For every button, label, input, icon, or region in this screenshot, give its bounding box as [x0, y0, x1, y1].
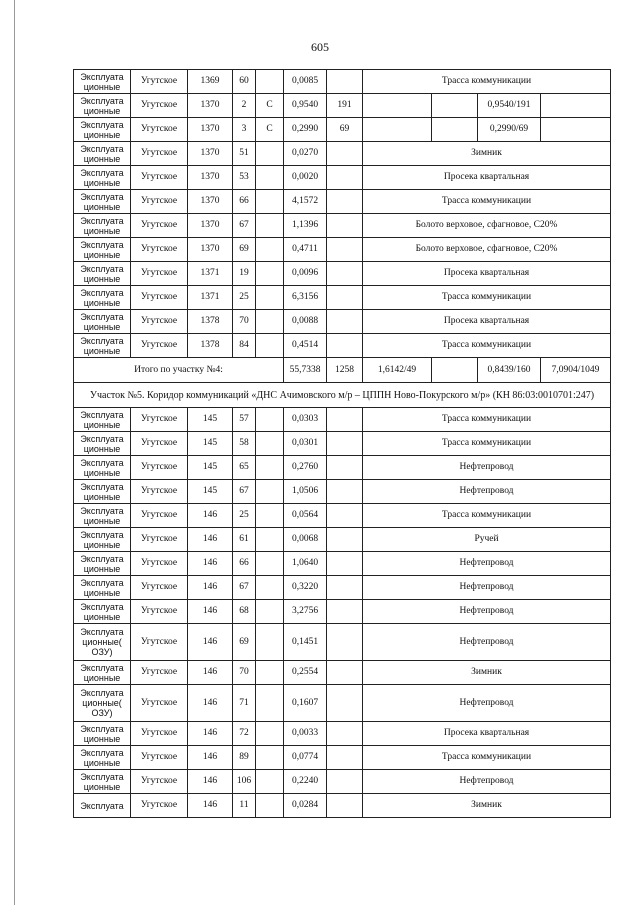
usage-type-cell: Эксплуата ционные	[74, 142, 131, 166]
section-cell: 3	[233, 118, 256, 142]
usage-type-cell: Эксплуата ционные	[74, 722, 131, 746]
description-cell: Зимник	[363, 142, 611, 166]
area-cell: 0,0088	[284, 310, 327, 334]
split-cell	[541, 118, 611, 142]
forestry-cell: Угутское	[131, 600, 188, 624]
section-cell: 51	[233, 142, 256, 166]
section-cell: 70	[233, 661, 256, 685]
area-cell: 0,2760	[284, 456, 327, 480]
category-cell	[256, 334, 284, 358]
category-cell	[256, 528, 284, 552]
usage-type-cell: Эксплуата ционные	[74, 552, 131, 576]
forestry-cell: Угутское	[131, 794, 188, 818]
area-cell: 0,3220	[284, 576, 327, 600]
split-cell	[432, 94, 478, 118]
quarter-cell: 146	[188, 770, 233, 794]
category-cell	[256, 661, 284, 685]
category-cell	[256, 480, 284, 504]
table-row	[74, 456, 611, 480]
table-row	[74, 504, 611, 528]
usage-type-cell: Эксплуата ционные	[74, 286, 131, 310]
area-cell: 0,0096	[284, 262, 327, 286]
page-number: 605	[311, 40, 329, 54]
count-cell	[327, 456, 363, 480]
quarter-cell: 146	[188, 552, 233, 576]
description-cell: Просека квартальная	[363, 310, 611, 334]
area-cell: 0,9540	[284, 94, 327, 118]
total-label: Итого по участку №4:	[74, 358, 284, 383]
category-cell	[256, 262, 284, 286]
section-cell: 61	[233, 528, 256, 552]
table-row	[74, 661, 611, 685]
area-cell: 0,0303	[284, 408, 327, 432]
count-cell	[327, 746, 363, 770]
table-row	[74, 310, 611, 334]
total-split-cell	[432, 358, 478, 383]
total-count: 1258	[327, 358, 363, 383]
usage-type-cell: Эксплуата ционные	[74, 214, 131, 238]
quarter-cell: 146	[188, 600, 233, 624]
forestry-cell: Угутское	[131, 310, 188, 334]
description-cell: Ручей	[363, 528, 611, 552]
table-row	[74, 118, 611, 142]
count-cell	[327, 722, 363, 746]
description-cell: Нефтепровод	[363, 552, 611, 576]
count-cell	[327, 685, 363, 722]
table-row	[74, 238, 611, 262]
total-split-cell: 0,8439/160	[478, 358, 541, 383]
section-cell: 67	[233, 576, 256, 600]
count-cell	[327, 661, 363, 685]
usage-type-cell: Эксплуата ционные	[74, 310, 131, 334]
section-cell: 65	[233, 456, 256, 480]
usage-type-cell: Эксплуата ционные	[74, 480, 131, 504]
usage-type-cell: Эксплуата ционные( ОЗУ)	[74, 685, 131, 722]
table-row	[74, 166, 611, 190]
category-cell	[256, 310, 284, 334]
count-cell	[327, 600, 363, 624]
category-cell	[256, 770, 284, 794]
category-cell	[256, 794, 284, 818]
section-cell: 25	[233, 286, 256, 310]
count-cell	[327, 576, 363, 600]
forestry-cell: Угутское	[131, 661, 188, 685]
table-row	[74, 480, 611, 504]
forestry-cell: Угутское	[131, 238, 188, 262]
table-row	[74, 432, 611, 456]
count-cell	[327, 166, 363, 190]
count-cell	[327, 528, 363, 552]
section-cell: 71	[233, 685, 256, 722]
area-cell: 0,0020	[284, 166, 327, 190]
description-cell: Трасса коммуникации	[363, 504, 611, 528]
section-cell: 72	[233, 722, 256, 746]
section-cell: 11	[233, 794, 256, 818]
area-cell: 0,0284	[284, 794, 327, 818]
count-cell	[327, 552, 363, 576]
section-cell: 60	[233, 70, 256, 94]
section-cell: 89	[233, 746, 256, 770]
category-cell	[256, 600, 284, 624]
description-cell: Нефтепровод	[363, 624, 611, 661]
category-cell	[256, 408, 284, 432]
forestry-cell: Угутское	[131, 214, 188, 238]
quarter-cell: 1378	[188, 310, 233, 334]
table-row	[74, 794, 611, 818]
usage-type-cell: Эксплуата ционные	[74, 528, 131, 552]
quarter-cell: 146	[188, 685, 233, 722]
quarter-cell: 1378	[188, 334, 233, 358]
usage-type-cell: Эксплуата ционные	[74, 504, 131, 528]
quarter-cell: 1371	[188, 286, 233, 310]
table-row	[74, 746, 611, 770]
total-area: 55,7338	[284, 358, 327, 383]
quarter-cell: 1369	[188, 70, 233, 94]
usage-type-cell: Эксплуата ционные	[74, 432, 131, 456]
total-split-cell: 7,0904/1049	[541, 358, 611, 383]
forestry-cell: Угутское	[131, 770, 188, 794]
area-cell: 0,2990	[284, 118, 327, 142]
table-row	[74, 190, 611, 214]
usage-type-cell: Эксплуата ционные	[74, 262, 131, 286]
description-cell: Просека квартальная	[363, 722, 611, 746]
count-cell	[327, 70, 363, 94]
section-cell: 69	[233, 624, 256, 661]
category-cell	[256, 685, 284, 722]
forestry-cell: Угутское	[131, 190, 188, 214]
usage-type-cell: Эксплуата ционные	[74, 94, 131, 118]
split-cell	[363, 118, 432, 142]
forestry-cell: Угутское	[131, 70, 188, 94]
area-cell: 0,1451	[284, 624, 327, 661]
description-cell: Нефтепровод	[363, 576, 611, 600]
split-cell: 0,9540/191	[478, 94, 541, 118]
count-cell	[327, 286, 363, 310]
quarter-cell: 145	[188, 456, 233, 480]
section-header: Участок №5. Коридор коммуникаций «ДНС Ачимовского м/р – ЦППН Ново-Покурского м/р» (КН 86:03:0010701:247)	[74, 383, 611, 408]
area-cell: 0,0301	[284, 432, 327, 456]
category-cell	[256, 142, 284, 166]
count-cell: 191	[327, 94, 363, 118]
usage-type-cell: Эксплуата ционные	[74, 746, 131, 770]
section-cell: 58	[233, 432, 256, 456]
section-cell: 69	[233, 238, 256, 262]
quarter-cell: 1371	[188, 262, 233, 286]
usage-type-cell: Эксплуата ционные	[74, 408, 131, 432]
quarter-cell: 146	[188, 576, 233, 600]
area-cell: 1,0640	[284, 552, 327, 576]
count-cell	[327, 262, 363, 286]
description-cell: Трасса коммуникации	[363, 334, 611, 358]
quarter-cell: 146	[188, 624, 233, 661]
table-row	[74, 70, 611, 94]
count-cell	[327, 190, 363, 214]
description-cell: Трасса коммуникации	[363, 432, 611, 456]
section-cell: 25	[233, 504, 256, 528]
total-split-cell: 1,6142/49	[363, 358, 432, 383]
usage-type-cell: Эксплуата ционные	[74, 166, 131, 190]
count-cell	[327, 214, 363, 238]
area-cell: 0,0068	[284, 528, 327, 552]
scan-edge	[14, 0, 15, 905]
count-cell	[327, 624, 363, 661]
area-cell: 1,0506	[284, 480, 327, 504]
section-header-row	[74, 383, 611, 408]
description-cell: Трасса коммуникации	[363, 746, 611, 770]
section-cell: 84	[233, 334, 256, 358]
description-cell: Нефтепровод	[363, 770, 611, 794]
description-cell: Зимник	[363, 794, 611, 818]
section-cell: 67	[233, 214, 256, 238]
area-cell: 0,1607	[284, 685, 327, 722]
total-row	[74, 358, 611, 383]
forestry-cell: Угутское	[131, 94, 188, 118]
count-cell	[327, 770, 363, 794]
forestry-cell: Угутское	[131, 722, 188, 746]
usage-type-cell: Эксплуата ционные	[74, 600, 131, 624]
description-cell: Трасса коммуникации	[363, 286, 611, 310]
category-cell: С	[256, 118, 284, 142]
category-cell	[256, 576, 284, 600]
quarter-cell: 1370	[188, 214, 233, 238]
section-cell: 66	[233, 190, 256, 214]
split-cell: 0,2990/69	[478, 118, 541, 142]
section-cell: 19	[233, 262, 256, 286]
table-row	[74, 722, 611, 746]
quarter-cell: 1370	[188, 166, 233, 190]
category-cell	[256, 432, 284, 456]
category-cell: С	[256, 94, 284, 118]
usage-type-cell: Эксплуата	[74, 794, 131, 818]
section-cell: 67	[233, 480, 256, 504]
forestry-cell: Угутское	[131, 746, 188, 770]
table-row	[74, 552, 611, 576]
count-cell	[327, 432, 363, 456]
usage-type-cell: Эксплуата ционные	[74, 770, 131, 794]
description-cell: Нефтепровод	[363, 600, 611, 624]
area-cell: 1,1396	[284, 214, 327, 238]
area-cell: 0,2240	[284, 770, 327, 794]
count-cell	[327, 238, 363, 262]
forestry-cell: Угутское	[131, 432, 188, 456]
quarter-cell: 1370	[188, 190, 233, 214]
table-row	[74, 408, 611, 432]
split-cell	[541, 94, 611, 118]
usage-type-cell: Эксплуата ционные	[74, 238, 131, 262]
count-cell	[327, 310, 363, 334]
description-cell: Трасса коммуникации	[363, 408, 611, 432]
area-cell: 6,3156	[284, 286, 327, 310]
forestry-cell: Угутское	[131, 576, 188, 600]
quarter-cell: 145	[188, 408, 233, 432]
quarter-cell: 146	[188, 528, 233, 552]
quarter-cell: 146	[188, 746, 233, 770]
forestry-cell: Угутское	[131, 408, 188, 432]
category-cell	[256, 552, 284, 576]
forestry-cell: Угутское	[131, 456, 188, 480]
category-cell	[256, 238, 284, 262]
area-cell: 3,2756	[284, 600, 327, 624]
forestry-cell: Угутское	[131, 166, 188, 190]
table-row	[74, 624, 611, 661]
section-cell: 2	[233, 94, 256, 118]
count-cell	[327, 794, 363, 818]
usage-type-cell: Эксплуата ционные	[74, 576, 131, 600]
quarter-cell: 1370	[188, 94, 233, 118]
forestry-cell: Угутское	[131, 286, 188, 310]
category-cell	[256, 70, 284, 94]
area-cell: 0,4514	[284, 334, 327, 358]
table-row	[74, 262, 611, 286]
description-cell: Трасса коммуникации	[363, 190, 611, 214]
table-row	[74, 142, 611, 166]
forestry-cell: Угутское	[131, 142, 188, 166]
description-cell: Просека квартальная	[363, 262, 611, 286]
quarter-cell: 146	[188, 722, 233, 746]
section-cell: 106	[233, 770, 256, 794]
table-row	[74, 528, 611, 552]
area-cell: 0,2554	[284, 661, 327, 685]
count-cell	[327, 480, 363, 504]
usage-type-cell: Эксплуата ционные	[74, 70, 131, 94]
category-cell	[256, 166, 284, 190]
usage-type-cell: Эксплуата ционные	[74, 190, 131, 214]
description-cell: Болото верховое, сфагновое, С20%	[363, 238, 611, 262]
section-cell: 70	[233, 310, 256, 334]
category-cell	[256, 190, 284, 214]
usage-type-cell: Эксплуата ционные	[74, 456, 131, 480]
usage-type-cell: Эксплуата ционные	[74, 118, 131, 142]
quarter-cell: 1370	[188, 118, 233, 142]
section-cell: 57	[233, 408, 256, 432]
table-row	[74, 94, 611, 118]
area-cell: 0,0270	[284, 142, 327, 166]
description-cell: Болото верховое, сфагновое, С20%	[363, 214, 611, 238]
forestry-cell: Угутское	[131, 480, 188, 504]
description-cell: Просека квартальная	[363, 166, 611, 190]
area-cell: 0,0774	[284, 746, 327, 770]
forestry-cell: Угутское	[131, 685, 188, 722]
quarter-cell: 146	[188, 794, 233, 818]
description-cell: Нефтепровод	[363, 480, 611, 504]
area-cell: 0,0085	[284, 70, 327, 94]
quarter-cell: 146	[188, 661, 233, 685]
count-cell	[327, 142, 363, 166]
section-cell: 68	[233, 600, 256, 624]
forestry-cell: Угутское	[131, 528, 188, 552]
forestry-cell: Угутское	[131, 504, 188, 528]
section-cell: 66	[233, 552, 256, 576]
quarter-cell: 146	[188, 504, 233, 528]
table-row	[74, 685, 611, 722]
table-row	[74, 600, 611, 624]
category-cell	[256, 504, 284, 528]
table-row	[74, 334, 611, 358]
table-row	[74, 214, 611, 238]
forestry-cell: Угутское	[131, 334, 188, 358]
table-row	[74, 286, 611, 310]
category-cell	[256, 214, 284, 238]
usage-type-cell: Эксплуата ционные( ОЗУ)	[74, 624, 131, 661]
quarter-cell: 1370	[188, 142, 233, 166]
description-cell: Зимник	[363, 661, 611, 685]
usage-type-cell: Эксплуата ционные	[74, 661, 131, 685]
forestry-cell: Угутское	[131, 262, 188, 286]
count-cell: 69	[327, 118, 363, 142]
area-cell: 0,0564	[284, 504, 327, 528]
split-cell	[363, 94, 432, 118]
land-plots-table	[73, 69, 611, 818]
count-cell	[327, 504, 363, 528]
quarter-cell: 145	[188, 480, 233, 504]
area-cell: 4,1572	[284, 190, 327, 214]
category-cell	[256, 624, 284, 661]
category-cell	[256, 722, 284, 746]
forestry-cell: Угутское	[131, 118, 188, 142]
count-cell	[327, 408, 363, 432]
category-cell	[256, 746, 284, 770]
quarter-cell: 145	[188, 432, 233, 456]
section-cell: 53	[233, 166, 256, 190]
usage-type-cell: Эксплуата ционные	[74, 334, 131, 358]
category-cell	[256, 286, 284, 310]
category-cell	[256, 456, 284, 480]
area-cell: 0,0033	[284, 722, 327, 746]
table-row	[74, 770, 611, 794]
description-cell: Трасса коммуникации	[363, 70, 611, 94]
forestry-cell: Угутское	[131, 552, 188, 576]
count-cell	[327, 334, 363, 358]
table-row	[74, 576, 611, 600]
forestry-cell: Угутское	[131, 624, 188, 661]
split-cell	[432, 118, 478, 142]
quarter-cell: 1370	[188, 238, 233, 262]
description-cell: Нефтепровод	[363, 685, 611, 722]
description-cell: Нефтепровод	[363, 456, 611, 480]
area-cell: 0,4711	[284, 238, 327, 262]
